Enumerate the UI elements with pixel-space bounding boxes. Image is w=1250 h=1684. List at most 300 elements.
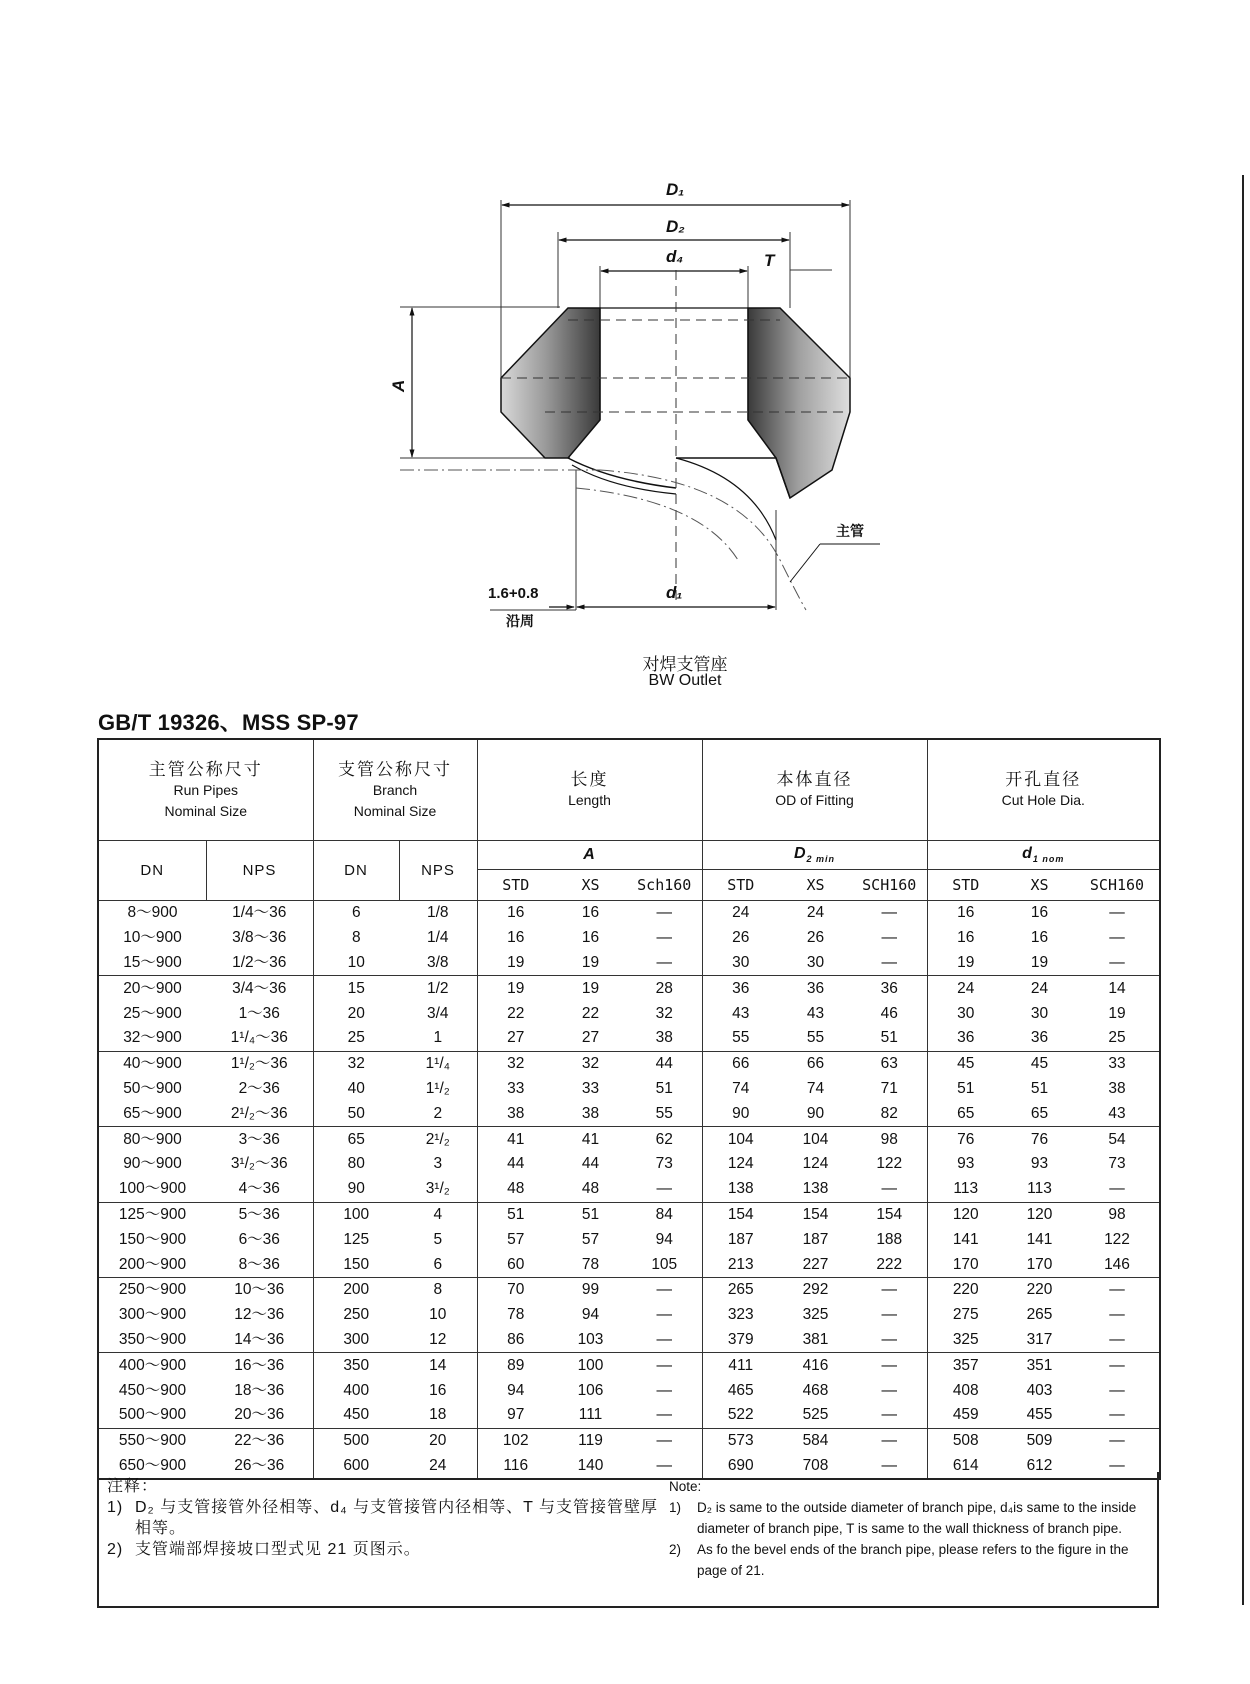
table-cell: 103 [577,1330,604,1348]
table-cell: 32 [313,1051,399,1076]
table-cell: 3/8 [399,951,477,976]
table-cell: 80～900 [98,1127,206,1152]
table-cell: 265 [1026,1306,1053,1324]
table-cell: — [1109,1381,1125,1399]
table-cell: — [1075,1277,1160,1302]
table-cell: — [627,1428,702,1453]
header-od-en: OD of Fitting [775,792,854,808]
table-cell: — [627,1353,702,1378]
table-cell: 708 [802,1456,829,1474]
table-cell: 3 [399,1152,477,1177]
table-cell: 19 [957,953,975,971]
table-cell: 170 [952,1255,979,1273]
header-od-cn: 本体直径 [776,770,853,789]
table-row [98,976,1160,1001]
table-cell: 71 [852,1077,927,1102]
table-cell: 213 [727,1255,754,1273]
header-run-cn: 主管公称尺寸 [148,759,263,779]
table-cell: 26～36 [206,1454,313,1480]
table-cell: 3/4～36 [206,976,313,1001]
table-cell: — [852,1403,927,1428]
table-cell: 51 [957,1079,975,1097]
table-cell: 94 [581,1306,600,1324]
table-cell: 3～36 [206,1127,313,1152]
subheader-d1-sch160: SCH160 [1075,870,1160,901]
table-cell: 16 [507,929,525,947]
table-cell: 63 [852,1051,927,1076]
table-row [98,1152,1160,1177]
table-cell: 3/4 [399,1001,477,1026]
header-cut-en: Cut Hole Dia. [1001,792,1085,808]
table-cell: 32 [627,1001,702,1026]
table-cell: 74 [806,1079,825,1097]
table-cell: 51 [554,1202,627,1227]
table-cell: 300～900 [118,1306,187,1324]
table-cell: 138 [802,1180,829,1198]
table-cell: — [627,951,702,976]
table-cell: 16 [1030,929,1049,947]
table-cell: 125 [343,1230,370,1248]
table-cell: 690 [727,1456,754,1474]
table-cell: 408 [952,1381,979,1399]
table-cell: 222 [852,1252,927,1277]
table-row [98,1051,1160,1076]
table-cell: 22 [581,1004,600,1022]
table-cell: 124 [802,1155,829,1173]
table-cell: 82 [852,1101,927,1126]
table-cell: — [627,1378,702,1403]
notes-en-item [669,1497,1151,1539]
table-cell: 65 [1030,1104,1049,1122]
table-cell: 150～900 [118,1230,187,1248]
table-cell: 33 [581,1079,600,1097]
table-cell: 66 [702,1051,779,1076]
table-body [98,901,1160,1480]
table-row [98,926,1160,951]
table-cell: 57 [581,1230,600,1248]
table-cell: 138 [727,1180,754,1198]
table-cell: 51 [852,1026,927,1051]
table-cell: 1¹/₄～36 [206,1026,313,1051]
table-cell: — [1075,1353,1160,1378]
table-cell: 16 [957,904,975,922]
table-cell: 124 [727,1155,754,1173]
table-cell: 100 [554,1353,627,1378]
table-cell: 10 [399,1303,477,1328]
table-row [98,1227,1160,1252]
table-cell: 48 [581,1180,600,1198]
notes-en-num: 1) [669,1500,682,1515]
table-cell: 99 [554,1277,627,1302]
label-gap: 1.6+0.8 [488,585,539,602]
table-cell: 80 [347,1155,365,1173]
header-run-en2: Nominal Size [164,802,247,819]
table-cell: 200～900 [118,1255,187,1273]
table-cell: — [627,1277,702,1302]
table-cell: 154 [779,1202,852,1227]
table-cell: 455 [1026,1406,1053,1424]
table-cell: 8 [351,929,361,947]
table-cell: 411 [702,1353,779,1378]
table-cell: 102 [477,1428,554,1453]
bw-outlet-drawing [0,0,1250,700]
notes-en-title: Note: [669,1479,702,1494]
table-cell: — [627,1403,702,1428]
table-cell: 113 [1027,1180,1052,1198]
notes-panel [97,1472,1159,1608]
table-cell: 32 [477,1051,554,1076]
table-cell: — [852,951,927,976]
table-cell: 8 [399,1277,477,1302]
table-cell: — [1109,1406,1125,1424]
table-cell: 2¹/₂～36 [206,1101,313,1126]
table-cell: 55 [806,1029,825,1047]
table-cell: 50～900 [123,1079,182,1097]
table-cell: 51 [477,1202,554,1227]
table-cell: 76 [927,1127,1004,1152]
header-length-en: Length [568,792,611,808]
table-cell: 19 [1030,953,1049,971]
table-cell: 50 [347,1104,365,1122]
table-cell: 400 [343,1381,370,1399]
table-cell: 154 [702,1202,779,1227]
notes-cn-text: D₂ 与支管接管外径相等、d₄ 与支管接管内径相等、T 与支管接管壁厚相等。 [135,1499,659,1537]
table-cell: 465 [727,1381,754,1399]
table-cell: 46 [852,1001,927,1026]
table-cell: 27 [507,1029,525,1047]
table-cell: 1/4～36 [206,901,313,926]
table-cell: — [1109,1456,1125,1474]
table-cell: 1¹/₄ [399,1051,477,1076]
table-cell: 32 [554,1051,627,1076]
table-cell: 416 [779,1353,852,1378]
table-row [98,951,1160,976]
table-cell: 1 [399,1026,477,1051]
table-cell: 379 [727,1330,754,1348]
table-cell: 106 [577,1381,604,1399]
table-cell: 73 [627,1152,702,1177]
table-cell: 16～36 [206,1353,313,1378]
table-cell: 116 [503,1456,529,1474]
table-cell: 146 [1104,1255,1130,1273]
table-cell: 450 [343,1406,370,1424]
subheader-run-nps: NPS [206,841,313,901]
table-cell: 15～900 [123,953,182,971]
table-cell: 55 [627,1101,702,1126]
table-cell: 265 [702,1277,779,1302]
notes-cn-num: 2) [107,1541,124,1558]
table-cell: 24 [732,904,750,922]
notes-cn-num: 1) [107,1499,124,1516]
table-cell: 220 [927,1277,1004,1302]
table-cell: 22～36 [206,1428,313,1453]
table-cell: 122 [852,1152,927,1177]
table-cell: — [852,1303,927,1328]
subheader-d1-std: STD [927,870,1004,901]
table-cell: — [1109,1306,1125,1324]
header-branch-en1: Branch [372,781,418,798]
table-cell: 19 [507,953,525,971]
table-row [98,1353,1160,1378]
table-cell: 10 [347,953,365,971]
table-cell: 44 [627,1051,702,1076]
table-cell: 1～36 [206,1001,313,1026]
table-cell: 18 [399,1403,477,1428]
subheader-run-dn: DN [98,841,206,901]
table-cell: 508 [927,1428,1004,1453]
table-cell: 51 [1030,1079,1049,1097]
table-cell: 10～36 [206,1277,313,1302]
table-cell: 65 [957,1104,975,1122]
table-cell: 500～900 [118,1406,187,1424]
table-cell: 5～36 [206,1202,313,1227]
table-cell: 250～900 [98,1277,206,1302]
table-cell: 19 [554,976,627,1001]
symbol-D2-sub: 2 min [806,854,836,865]
subheader-d2-sch160: SCH160 [852,870,927,901]
table-cell: 12 [399,1328,477,1353]
table-cell: 500 [313,1428,399,1453]
table-cell: 1/8 [399,901,477,926]
table-cell: 76 [1004,1127,1075,1152]
table-cell: 2 [399,1101,477,1126]
header-cut [927,739,1160,841]
table-cell: 90 [732,1104,750,1122]
table-cell: 170 [1026,1255,1053,1273]
table-cell: 44 [581,1155,600,1173]
table-row [98,1328,1160,1353]
table-cell: 600 [343,1456,370,1474]
table-row [98,1428,1160,1453]
label-D2: D₂ [666,217,685,236]
table-row [98,1202,1160,1227]
table-cell: 20 [399,1428,477,1453]
dimension-table [97,738,1161,1480]
table-cell: — [1109,1330,1125,1348]
table-cell: 4 [399,1202,477,1227]
table-cell: 43 [732,1004,750,1022]
table-cell: 89 [477,1353,554,1378]
symbol-D2 [702,841,927,870]
table-cell: 522 [727,1406,754,1424]
notes-cn-item [107,1539,667,1560]
table-cell: 40～900 [98,1051,206,1076]
table-row [98,901,1160,926]
table-cell: 250 [343,1306,370,1324]
header-branch [313,739,477,841]
table-cell: 27 [581,1029,600,1047]
table-cell: 5 [399,1227,477,1252]
label-d1: d₁ [666,583,683,602]
table-cell: 8～36 [206,1252,313,1277]
table-cell: 325 [952,1330,979,1348]
table-cell: 6 [399,1252,477,1277]
notes-cn [107,1476,667,1560]
table-cell: 188 [852,1227,927,1252]
table-cell: — [852,1353,927,1378]
standard-title: GB/T 19326、MSS SP-97 [98,710,359,735]
table-cell: — [627,901,702,926]
header-length [477,739,702,841]
table-cell: 350 [313,1353,399,1378]
table-cell: 48 [507,1180,525,1198]
table-cell: 24 [399,1454,477,1480]
label-T: T [764,251,775,270]
table-cell: 40 [347,1079,365,1097]
symbol-d1-sub: 1 nom [1032,854,1065,865]
table-cell: — [1109,1180,1125,1198]
table-cell: 459 [952,1406,979,1424]
table-cell: 6～36 [206,1227,313,1252]
table-cell: 4～36 [206,1177,313,1202]
table-cell: 1/2 [399,976,477,1001]
table-cell: 8～900 [127,904,178,922]
table-cell: 38 [1108,1079,1126,1097]
table-cell: 357 [927,1353,1004,1378]
table-cell: 30 [957,1004,975,1022]
table-cell: 74 [732,1079,750,1097]
table-cell: 33 [1075,1051,1160,1076]
table-cell: 612 [1026,1456,1053,1474]
table-cell: — [627,926,702,951]
table-row [98,1127,1160,1152]
table-cell: 104 [702,1127,779,1152]
table-row [98,1001,1160,1026]
table-cell: 292 [779,1277,852,1302]
header-cut-cn: 开孔直径 [1005,770,1082,789]
subheader-d2-xs: XS [779,870,852,901]
table-cell: 105 [627,1252,702,1277]
subheader-branch-dn: DN [313,841,399,901]
table-cell: 525 [802,1406,829,1424]
table-cell: 614 [952,1456,979,1474]
table-cell: 90 [347,1180,365,1198]
table-cell: 36 [779,976,852,1001]
table-cell: 30 [806,953,825,971]
table-row [98,1252,1160,1277]
table-cell: 24 [927,976,1004,1001]
table-cell: 43 [806,1004,825,1022]
table-cell: — [852,1378,927,1403]
table-cell: — [1109,904,1125,922]
drawing-caption-en: BW Outlet [648,672,722,689]
table-cell: — [852,926,927,951]
symbol-A-text: A [583,846,596,863]
table-cell: 36 [852,976,927,1001]
table-cell: 78 [581,1255,600,1273]
table-cell: 10～900 [123,929,182,947]
table-cell: 62 [627,1127,702,1152]
table-cell: 84 [627,1202,702,1227]
table-cell: 94 [627,1227,702,1252]
table-cell: 28 [627,976,702,1001]
table-cell: 573 [702,1428,779,1453]
table-cell: 98 [852,1127,927,1152]
table-cell: 32～900 [123,1029,182,1047]
table-cell: 93 [957,1155,975,1173]
table-cell: 41 [477,1127,554,1152]
table-cell: 45 [1004,1051,1075,1076]
table-cell: 16 [581,904,600,922]
table-cell: 36 [702,976,779,1001]
table-cell: 33 [507,1079,525,1097]
table-row [98,1026,1160,1051]
table-cell: — [852,1454,927,1480]
table-cell: 16 [1030,904,1049,922]
table-cell: 70 [477,1277,554,1302]
notes-cn-text: 支管端部焊接坡口型式见 21 页图示。 [135,1541,421,1558]
table-cell: 55 [732,1029,750,1047]
table-cell: 3/8～36 [206,926,313,951]
table-cell: 43 [1108,1104,1126,1122]
table-cell: 509 [1004,1428,1075,1453]
table-cell: 19 [1108,1004,1126,1022]
header-branch-cn: 支管公称尺寸 [338,759,452,779]
table-cell: 26 [732,929,750,947]
table-cell: 14 [399,1353,477,1378]
table-cell: 30 [1030,1004,1049,1022]
table-cell: 90 [806,1104,825,1122]
table-cell: — [852,1177,927,1202]
table-cell: 41 [554,1127,627,1152]
table-cell: 19 [581,953,600,971]
table-cell: 57 [507,1230,525,1248]
table-cell: 20 [347,1004,365,1022]
table-cell: 351 [1004,1353,1075,1378]
table-cell: — [627,1328,702,1353]
table-cell: 450～900 [118,1381,187,1399]
label-gap-note: 沿周 [506,613,534,629]
table-cell: 584 [779,1428,852,1453]
table-cell: 14 [1075,976,1160,1001]
table-cell: 86 [507,1330,525,1348]
table-cell: 16 [399,1378,477,1403]
table-cell: 100～900 [118,1180,187,1198]
table-cell: 78 [507,1306,525,1324]
table-cell: 15 [313,976,399,1001]
table-row [98,1378,1160,1403]
table-cell: 1¹/₂ [399,1077,477,1102]
table-cell: 400～900 [98,1353,206,1378]
table-cell: 36 [957,1029,975,1047]
table-row [98,1101,1160,1126]
table-cell: — [1109,929,1125,947]
table-cell: 38 [581,1104,600,1122]
header-length-cn: 长度 [570,770,609,789]
table-row [98,1403,1160,1428]
table-cell: 30 [732,953,750,971]
table-cell: 90～900 [123,1155,182,1173]
table-cell: 97 [507,1406,525,1424]
table-cell: 66 [779,1051,852,1076]
table-cell: 65 [313,1127,399,1152]
table-cell: 38 [507,1104,525,1122]
subheader-d2-std: STD [702,870,779,901]
table-cell: 119 [554,1428,627,1453]
table-cell: 19 [477,976,554,1001]
header-od [702,739,927,841]
table-cell: 38 [627,1026,702,1051]
table-cell: 187 [802,1230,829,1248]
notes-en-num: 2) [669,1542,682,1557]
table-row [98,1303,1160,1328]
table-cell: 3¹/₂ [399,1177,477,1202]
table-cell: 154 [852,1202,927,1227]
table-cell: 26 [806,929,825,947]
notes-en-text: As fo the bevel ends of the branch pipe, please refers to the figure in the page of 21. [697,1542,1129,1578]
notes-en [669,1476,1151,1581]
table-cell: 93 [1030,1155,1049,1173]
